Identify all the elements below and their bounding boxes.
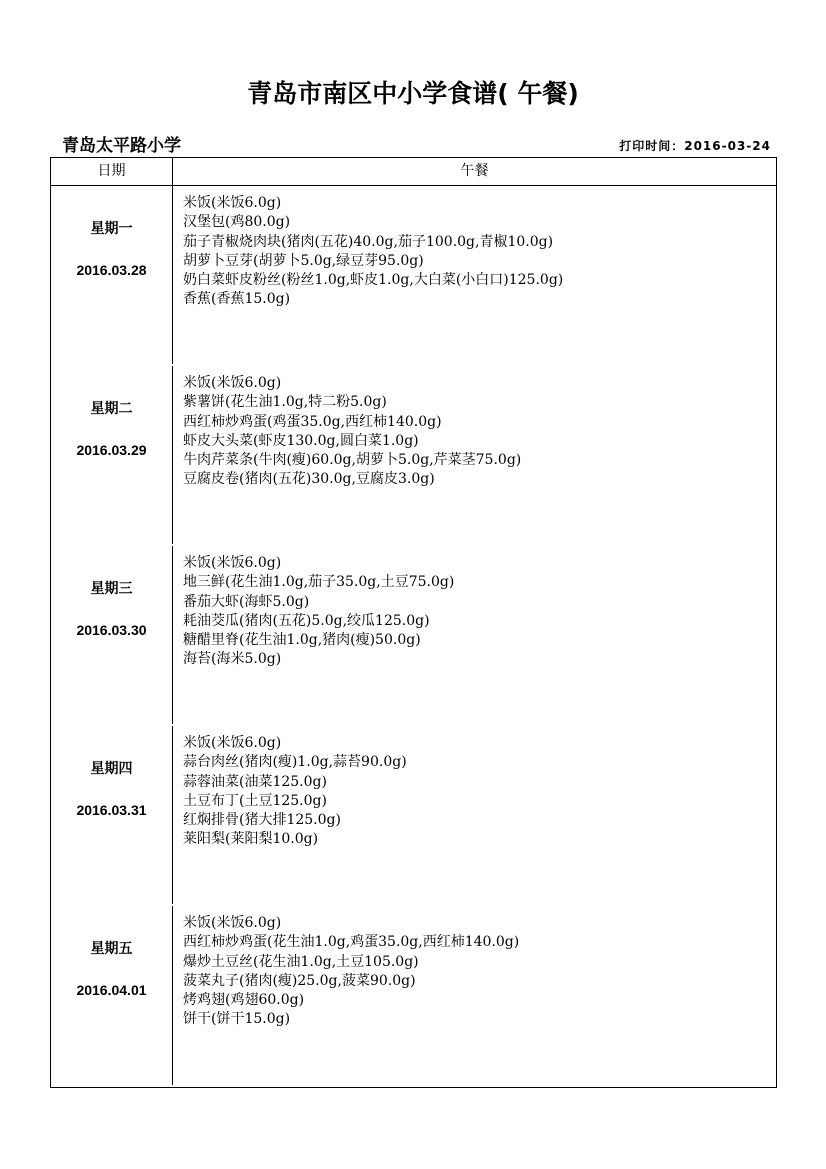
meal-cell <box>183 554 768 670</box>
date-label: 2016.03.28 <box>76 262 147 278</box>
page-title: 青岛市南区中小学食谱( 午餐) <box>247 79 579 108</box>
meal-item: 紫薯饼(花生油1.0g,特二粉5.0g) <box>183 394 387 411</box>
meal-cell <box>183 374 768 490</box>
table-row <box>51 186 776 366</box>
meal-item: 茄子青椒烧肉块(猪肉(五花)40.0g,茄子100.0g,青椒10.0g) <box>183 233 554 250</box>
print-time: 打印时间：2016-03-24 <box>619 139 771 153</box>
table-row <box>51 366 776 546</box>
meal-item: 豆腐皮卷(猪肉(五花)30.0g,豆腐皮3.0g) <box>183 471 435 488</box>
meal-item: 土豆布丁(土豆125.0g) <box>183 792 327 809</box>
meal-cell <box>183 194 768 310</box>
table-row <box>51 906 776 1085</box>
meal-item: 香蕉(香蕉15.0g) <box>183 291 291 308</box>
meal-item: 菠菜丸子(猪肉(瘦)25.0g,菠菜90.0g) <box>183 972 416 989</box>
weekday-label: 星期四 <box>90 761 133 777</box>
date-label: 2016.03.31 <box>76 802 147 818</box>
date-cell <box>51 186 173 365</box>
weekday-label: 星期一 <box>90 221 133 237</box>
date-cell <box>51 366 173 545</box>
meal-item: 牛肉芹菜条(牛肉(瘦)60.0g,胡萝卜5.0g,芹菜茎75.0g) <box>183 452 522 469</box>
meal-item: 红焖排骨(猪大排125.0g) <box>183 812 341 829</box>
weekday-label: 星期三 <box>90 581 133 597</box>
weekday-label: 星期五 <box>90 941 133 957</box>
meal-cell <box>183 734 768 850</box>
meal-item: 米饭(米饭6.0g) <box>183 195 282 211</box>
school-name: 青岛太平路小学 <box>62 136 181 156</box>
meal-item: 蒜蓉油菜(油菜125.0g) <box>183 773 327 790</box>
table-header-row <box>51 158 776 186</box>
table-row <box>51 546 776 726</box>
meal-item: 米饭(米饭6.0g) <box>183 555 282 571</box>
table-row <box>51 726 776 906</box>
meal-item: 汉堡包(鸡80.0g) <box>183 214 291 231</box>
meal-item: 番茄大虾(海虾5.0g) <box>183 593 310 610</box>
meal-item: 西红柿炒鸡蛋(花生油1.0g,鸡蛋35.0g,西红柿140.0g) <box>183 934 520 951</box>
meal-cell <box>183 914 768 1030</box>
meal-item: 耗油茭瓜(猪肉(五花)5.0g,绞瓜125.0g) <box>183 612 430 629</box>
meal-item: 米饭(米饭6.0g) <box>183 735 282 751</box>
header-date: 日期 <box>51 158 173 185</box>
date-cell <box>51 906 173 1085</box>
meal-item: 胡萝卜豆芽(胡萝卜5.0g,绿豆芽95.0g) <box>183 252 424 269</box>
date-cell <box>51 726 173 905</box>
meal-item: 虾皮大头菜(虾皮130.0g,圆白菜1.0g) <box>183 432 419 449</box>
meal-item: 米饭(米饭6.0g) <box>183 915 282 931</box>
meal-item: 米饭(米饭6.0g) <box>183 375 282 391</box>
meal-item: 糖醋里脊(花生油1.0g,猪肉(瘦)50.0g) <box>183 632 421 649</box>
meal-item: 奶白菜虾皮粉丝(粉丝1.0g,虾皮1.0g,大白菜(小白口)125.0g) <box>183 272 564 289</box>
meal-item: 烤鸡翅(鸡翅60.0g) <box>183 992 305 1009</box>
meal-item: 海苔(海米5.0g) <box>183 651 282 668</box>
date-cell <box>51 546 173 725</box>
meal-item: 饼干(饼干15.0g) <box>183 1011 291 1028</box>
meal-item: 蒜台肉丝(猪肉(瘦)1.0g,蒜苔90.0g) <box>183 754 407 771</box>
weekday-label: 星期二 <box>90 401 133 417</box>
meal-item: 西红柿炒鸡蛋(鸡蛋35.0g,西红柿140.0g) <box>183 413 442 430</box>
meal-item: 莱阳梨(莱阳梨10.0g) <box>183 831 319 848</box>
meal-item: 地三鲜(花生油1.0g,茄子35.0g,土豆75.0g) <box>183 574 455 591</box>
meal-item: 爆炒土豆丝(花生油1.0g,土豆105.0g) <box>183 953 419 970</box>
date-label: 2016.03.29 <box>76 442 147 458</box>
date-label: 2016.04.01 <box>76 982 147 998</box>
menu-table <box>50 157 777 1088</box>
header-meal: 午餐 <box>460 163 489 179</box>
date-label: 2016.03.30 <box>76 622 147 638</box>
